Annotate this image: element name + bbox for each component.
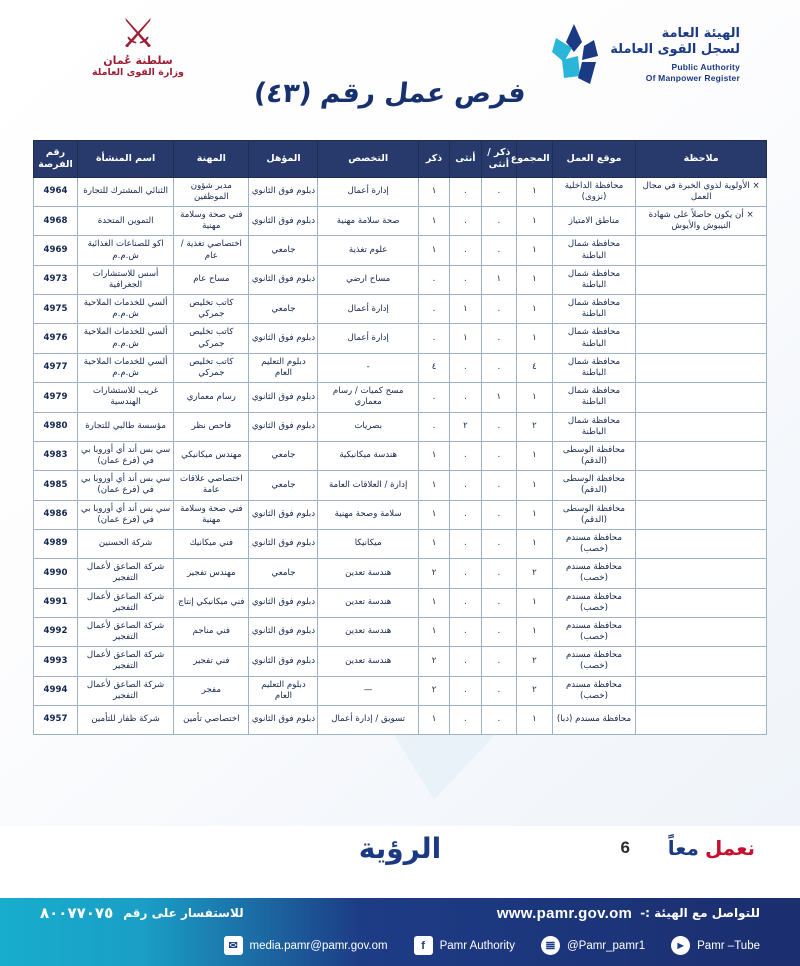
footer-upper — [0, 826, 800, 898]
cell-job: اختصاصي تغذية / عام — [174, 236, 249, 265]
cell-specialty: إدارة أعمال — [318, 295, 418, 324]
cell-job: فني ميكانيك — [174, 529, 249, 558]
cell-establishment: شركة الصاعق لأعمال التفجير — [78, 559, 174, 588]
cell-qualification: جامعي — [249, 236, 318, 265]
cell-male: ٢ — [418, 647, 449, 676]
cell-male-female: . — [481, 676, 517, 705]
cell-note — [636, 383, 767, 412]
table-row — [34, 236, 767, 265]
cell-specialty: هندسة تعدين — [318, 647, 418, 676]
cell-male: . — [418, 383, 449, 412]
cell-job: فني صحة وسلامة مهنية — [174, 207, 249, 236]
emblem-line1: سلطنة عُمان — [103, 54, 173, 67]
cell-male: ٢ — [418, 676, 449, 705]
cell-male: ١ — [418, 441, 449, 470]
cell-total: ١ — [517, 529, 553, 558]
cell-specialty: بصريات — [318, 412, 418, 441]
cell-total: ١ — [517, 617, 553, 646]
authority-name-line1: الهيئة العامة — [661, 26, 740, 42]
cell-establishment: ألسي للخدمات الملاحية ش.م.م — [78, 295, 174, 324]
table-row — [34, 324, 767, 353]
cell-note — [636, 412, 767, 441]
cell-job: مساح عام — [174, 265, 249, 294]
cell-job: فني صحة وسلامة مهنية — [174, 500, 249, 529]
cell-male-female: . — [481, 353, 517, 382]
cell-qualification: جامعي — [249, 441, 318, 470]
cell-establishment: سي بس أند أي أوروبا بي في (فرع عمان) — [78, 471, 174, 500]
col-male: ذكر — [418, 141, 449, 178]
table-row — [34, 617, 767, 646]
cell-female: . — [450, 500, 481, 529]
cell-note — [636, 559, 767, 588]
cell-establishment: اكو للصناعات الغذائية ش.م.م — [78, 236, 174, 265]
cell-location: محافظة مسندم (خصب) — [552, 529, 636, 558]
table-row — [34, 383, 767, 412]
footer-row-website — [0, 904, 800, 922]
cell-establishment: شركة الصاعق لأعمال التفجير — [78, 588, 174, 617]
table-row — [34, 295, 767, 324]
cell-female: ١ — [450, 295, 481, 324]
cell-location: مناطق الامتياز — [552, 207, 636, 236]
facebook-icon: f — [414, 936, 433, 955]
twitter-item[interactable] — [541, 936, 645, 955]
cell-total: ١ — [517, 441, 553, 470]
table-row — [34, 676, 767, 705]
cell-job: مهندس ميكانيكي — [174, 441, 249, 470]
cell-male: ١ — [418, 500, 449, 529]
cell-job: مهندس تفجير — [174, 559, 249, 588]
table-row — [34, 207, 767, 236]
cell-qualification: دبلوم فوق الثانوي — [249, 265, 318, 294]
cell-location: محافظة شمال الباطنة — [552, 295, 636, 324]
cell-male: . — [418, 412, 449, 441]
cell-establishment: أسس للاستشارات الجغرافية — [78, 265, 174, 294]
cell-location: محافظة مسندم (دبا) — [552, 705, 636, 734]
cell-note — [636, 676, 767, 705]
authority-name-en-line2: Of Manpower Register — [645, 72, 740, 83]
cell-location: محافظة شمال الباطنة — [552, 353, 636, 382]
cell-location: محافظة شمال الباطنة — [552, 383, 636, 412]
cell-male: ١ — [418, 236, 449, 265]
table-row — [34, 559, 767, 588]
cell-opportunity-id: 4990 — [34, 559, 78, 588]
footer-row-social — [0, 936, 800, 955]
cell-location: محافظة الوسطى (الدقم) — [552, 471, 636, 500]
cell-qualification: دبلوم التعليم العام — [249, 353, 318, 382]
cell-male-female: . — [481, 177, 517, 206]
cell-total: ١ — [517, 295, 553, 324]
cell-specialty: إدارة / العلاقات العامة — [318, 471, 418, 500]
cell-male: ٤ — [418, 353, 449, 382]
cell-male-female: . — [481, 529, 517, 558]
col-opportunity-id: رقم الفرصة — [34, 141, 78, 178]
table-row — [34, 471, 767, 500]
cell-job: مفجر — [174, 676, 249, 705]
page-number: 6 — [620, 838, 630, 857]
cell-note — [636, 471, 767, 500]
authority-logo — [548, 22, 740, 88]
cell-note — [636, 588, 767, 617]
cell-male: ١ — [418, 617, 449, 646]
cell-qualification: دبلوم فوق الثانوي — [249, 412, 318, 441]
cell-location: محافظة شمال الباطنة — [552, 265, 636, 294]
col-specialty: التخصص — [318, 141, 418, 178]
jobs-table-container — [33, 140, 767, 735]
maan-word2: نعمل — [704, 836, 755, 860]
cell-specialty: تسويق / إدارة أعمال — [318, 705, 418, 734]
page-title — [210, 78, 570, 109]
cell-location: محافظة الوسطى (الدقم) — [552, 500, 636, 529]
cell-specialty: - — [318, 353, 418, 382]
cell-male: ١ — [418, 588, 449, 617]
cell-total: ٤ — [517, 353, 553, 382]
cell-female: . — [450, 265, 481, 294]
email-item[interactable] — [224, 936, 388, 955]
cell-job: اختصاصي تأمين — [174, 705, 249, 734]
cell-total: ١ — [517, 324, 553, 353]
table-row — [34, 441, 767, 470]
cell-opportunity-id: 4989 — [34, 529, 78, 558]
cell-total: ١ — [517, 500, 553, 529]
cell-total: ١ — [517, 588, 553, 617]
cell-opportunity-id: 4983 — [34, 441, 78, 470]
vision-title: الرؤية — [358, 832, 442, 865]
youtube-label: Pamr –Tube — [697, 939, 760, 952]
cell-total: ٢ — [517, 412, 553, 441]
cell-establishment: شركة الصاعق لأعمال التفجير — [78, 676, 174, 705]
cell-note: × أن يكون حاصلاً على شهادة النيبوش والأيوش — [636, 207, 767, 236]
cell-location: محافظة شمال الباطنة — [552, 412, 636, 441]
cell-male-female: . — [481, 295, 517, 324]
cell-establishment: شركة ظفار للتأمين — [78, 705, 174, 734]
cell-total: ٢ — [517, 647, 553, 676]
col-qualification: المؤهل — [249, 141, 318, 178]
cell-total: ١ — [517, 471, 553, 500]
cell-job: اختصاصي علاقات عامة — [174, 471, 249, 500]
cell-location: محافظة مسندم (خصب) — [552, 647, 636, 676]
cell-establishment: التموين المتحدة — [78, 207, 174, 236]
cell-location: محافظة الداخلية (نزوى) — [552, 177, 636, 206]
cell-establishment: غريب للاستشارات الهندسية — [78, 383, 174, 412]
cell-specialty: صحة سلامة مهنية — [318, 207, 418, 236]
cell-specialty: هندسة تعدين — [318, 617, 418, 646]
cell-opportunity-id: 4985 — [34, 471, 78, 500]
cell-note — [636, 647, 767, 676]
cell-opportunity-id: 4980 — [34, 412, 78, 441]
cell-qualification: جامعي — [249, 559, 318, 588]
cell-qualification: دبلوم فوق الثانوي — [249, 383, 318, 412]
cell-male-female: . — [481, 207, 517, 236]
cell-note — [636, 353, 767, 382]
emblem-line2: وزارة القوى العاملة — [92, 67, 184, 78]
twitter-icon: 𝌆 — [541, 936, 560, 955]
cell-opportunity-id: 4977 — [34, 353, 78, 382]
cell-job: فني تفجير — [174, 647, 249, 676]
footer-contact-bar — [0, 898, 800, 966]
cell-establishment: ألسي للخدمات الملاحية ش.م.م — [78, 353, 174, 382]
cell-qualification: دبلوم فوق الثانوي — [249, 617, 318, 646]
cell-job: كاتب تخليص جمركي — [174, 324, 249, 353]
cell-male-female: . — [481, 471, 517, 500]
table-row — [34, 529, 767, 558]
inquiry-label: للاستفسار على رقم — [123, 906, 244, 920]
cell-female: . — [450, 177, 481, 206]
cell-qualification: جامعي — [249, 295, 318, 324]
document-header — [0, 0, 800, 128]
col-location: موقع العمل — [552, 141, 636, 178]
cell-total: ٢ — [517, 559, 553, 588]
col-total: المجموع — [517, 141, 553, 178]
cell-specialty: — — [318, 676, 418, 705]
cell-male: ١ — [418, 471, 449, 500]
cell-total: ١ — [517, 265, 553, 294]
facebook-item[interactable] — [414, 936, 515, 955]
cell-male: . — [418, 324, 449, 353]
cell-establishment: مؤسسة طالبي للتجارة — [78, 412, 174, 441]
cell-female: . — [450, 559, 481, 588]
cell-qualification: جامعي — [249, 471, 318, 500]
cell-opportunity-id: 4994 — [34, 676, 78, 705]
cell-male-female: . — [481, 617, 517, 646]
cell-opportunity-id: 4957 — [34, 705, 78, 734]
cell-total: ١ — [517, 705, 553, 734]
cell-female: . — [450, 236, 481, 265]
cell-establishment: سي بس أند أي أوروبا بي في (فرع عمان) — [78, 441, 174, 470]
authority-logo-text — [610, 26, 740, 84]
cell-note — [636, 236, 767, 265]
cell-total: ١ — [517, 177, 553, 206]
cell-note — [636, 705, 767, 734]
authority-name-en — [610, 62, 740, 84]
cell-total: ٢ — [517, 676, 553, 705]
table-row — [34, 265, 767, 294]
cell-note — [636, 617, 767, 646]
jobs-table-body — [34, 177, 767, 734]
cell-establishment: ألسي للخدمات الملاحية ش.م.م — [78, 324, 174, 353]
cell-specialty: إدارة أعمال — [318, 177, 418, 206]
cell-specialty: هندسة ميكانيكية — [318, 441, 418, 470]
cell-job: فني ميكانيكي إنتاج — [174, 588, 249, 617]
cell-opportunity-id: 4986 — [34, 500, 78, 529]
youtube-icon: ► — [671, 936, 690, 955]
cell-female: . — [450, 471, 481, 500]
cell-female: . — [450, 529, 481, 558]
cell-note — [636, 529, 767, 558]
cell-opportunity-id: 4992 — [34, 617, 78, 646]
national-emblem — [78, 14, 198, 78]
col-establishment: اسم المنشأة — [78, 141, 174, 178]
table-row — [34, 353, 767, 382]
cell-note: × الأولوية لذوي الخبرة في مجال العمل — [636, 177, 767, 206]
cell-specialty: إدارة أعمال — [318, 324, 418, 353]
cell-female: . — [450, 353, 481, 382]
cell-male-female: . — [481, 324, 517, 353]
website-link[interactable]: www.pamr.gov.om — [496, 904, 633, 922]
cell-male-female: . — [481, 588, 517, 617]
facebook-label: Pamr Authority — [439, 939, 515, 952]
cell-qualification: دبلوم فوق الثانوي — [249, 705, 318, 734]
cell-specialty: مساح ارضي — [318, 265, 418, 294]
col-note: ملاحظة — [636, 141, 767, 178]
cell-female: . — [450, 207, 481, 236]
contact-label: للتواصل مع الهيئة :- — [640, 906, 760, 920]
cell-job: فاحص نظر — [174, 412, 249, 441]
cell-female: . — [450, 588, 481, 617]
cell-note — [636, 500, 767, 529]
table-header-row — [34, 141, 767, 178]
cell-male: ١ — [418, 705, 449, 734]
cell-location: محافظة مسندم (خصب) — [552, 559, 636, 588]
col-male-female: ذكر / أنثى — [481, 141, 517, 178]
cell-note — [636, 295, 767, 324]
cell-male: ١ — [418, 177, 449, 206]
cell-location: محافظة مسندم (خصب) — [552, 588, 636, 617]
col-female: أنثى — [450, 141, 481, 178]
cell-job: مدير شؤون الموظفين — [174, 177, 249, 206]
cell-note — [636, 324, 767, 353]
cell-note — [636, 441, 767, 470]
table-row — [34, 177, 767, 206]
cell-specialty: هندسة تعدين — [318, 559, 418, 588]
cell-female: . — [450, 705, 481, 734]
cell-male-female: ١ — [481, 383, 517, 412]
cell-location: محافظة شمال الباطنة — [552, 236, 636, 265]
twitter-label: @Pamr_pamr1 — [566, 939, 646, 952]
cell-opportunity-id: 4991 — [34, 588, 78, 617]
cell-male-female: . — [481, 500, 517, 529]
cell-opportunity-id: 4976 — [34, 324, 78, 353]
youtube-item[interactable] — [671, 936, 760, 955]
cell-opportunity-id: 4968 — [34, 207, 78, 236]
col-job: المهنة — [174, 141, 249, 178]
email-label: media.pamr@pamr.gov.om — [249, 939, 388, 952]
cell-male: . — [418, 295, 449, 324]
jobs-table — [33, 140, 767, 735]
cell-male: . — [418, 265, 449, 294]
cell-female: . — [450, 676, 481, 705]
cell-qualification: دبلوم فوق الثانوي — [249, 529, 318, 558]
maan-word1: معاً — [667, 836, 699, 860]
cell-job: فني مناجم — [174, 617, 249, 646]
cell-job: رسام معماري — [174, 383, 249, 412]
cell-male-female: . — [481, 705, 517, 734]
cell-male-female: . — [481, 647, 517, 676]
cell-qualification: دبلوم فوق الثانوي — [249, 500, 318, 529]
cell-qualification: دبلوم فوق الثانوي — [249, 324, 318, 353]
cell-qualification: دبلوم فوق الثانوي — [249, 177, 318, 206]
cell-male-female: . — [481, 441, 517, 470]
cell-male-female: . — [481, 412, 517, 441]
cell-female: . — [450, 647, 481, 676]
table-row — [34, 412, 767, 441]
cell-specialty: سلامة وصحة مهنية — [318, 500, 418, 529]
cell-female: . — [450, 383, 481, 412]
cell-opportunity-id: 4973 — [34, 265, 78, 294]
cell-male: ٢ — [418, 559, 449, 588]
document-footer — [0, 826, 800, 966]
cell-male: ١ — [418, 529, 449, 558]
cell-opportunity-id: 4964 — [34, 177, 78, 206]
cell-location: محافظة شمال الباطنة — [552, 324, 636, 353]
cell-establishment: الثنائي المشترك للتجارة — [78, 177, 174, 206]
cell-male-female: . — [481, 236, 517, 265]
khanjar-swords-icon: ⚔ — [120, 12, 156, 56]
cell-establishment: شركة الصاعق لأعمال التفجير — [78, 617, 174, 646]
inquiry-block — [40, 904, 244, 922]
table-row — [34, 500, 767, 529]
cell-female: ١ — [450, 324, 481, 353]
cell-location: محافظة مسندم (خصب) — [552, 617, 636, 646]
authority-name-line2: لسجل القوى العاملة — [610, 42, 740, 58]
cell-female: . — [450, 617, 481, 646]
cell-total: ١ — [517, 207, 553, 236]
cell-opportunity-id: 4975 — [34, 295, 78, 324]
cell-establishment: سي بس أند أي أوروبا بي في (فرع عمان) — [78, 500, 174, 529]
inquiry-phone: ٨٠٠٧٧٠٧٥ — [40, 904, 114, 922]
cell-note — [636, 265, 767, 294]
cell-female: ٢ — [450, 412, 481, 441]
cell-opportunity-id: 4979 — [34, 383, 78, 412]
cell-male: ١ — [418, 207, 449, 236]
cell-qualification: دبلوم التعليم العام — [249, 676, 318, 705]
cell-qualification: دبلوم فوق الثانوي — [249, 588, 318, 617]
cell-male-female: . — [481, 559, 517, 588]
envelope-icon: ✉ — [224, 936, 243, 955]
table-row — [34, 705, 767, 734]
cell-establishment: شركة الصاعق لأعمال التفجير — [78, 647, 174, 676]
cell-specialty: هندسة تعدين — [318, 588, 418, 617]
cell-qualification: دبلوم فوق الثانوي — [249, 647, 318, 676]
table-row — [34, 647, 767, 676]
cell-opportunity-id: 4993 — [34, 647, 78, 676]
jobs-table-head — [34, 141, 767, 178]
cell-establishment: شركة الحسنين — [78, 529, 174, 558]
cell-opportunity-id: 4969 — [34, 236, 78, 265]
cell-location: محافظة الوسطى (الدقم) — [552, 441, 636, 470]
cell-female: . — [450, 441, 481, 470]
cell-total: ١ — [517, 383, 553, 412]
cell-specialty: ميكانيكا — [318, 529, 418, 558]
cell-location: محافظة مسندم (خصب) — [552, 676, 636, 705]
page-title-text: فرص عمل رقم (٤٣) — [252, 78, 528, 109]
cell-male-female: ١ — [481, 265, 517, 294]
cell-specialty: مسح كميات / رسام معماري — [318, 383, 418, 412]
authority-name-en-line1: Public Authority — [671, 61, 740, 72]
cell-job: كاتب تخليص جمركي — [174, 295, 249, 324]
cell-total: ١ — [517, 236, 553, 265]
cell-specialty: علوم تغذية — [318, 236, 418, 265]
cell-qualification: دبلوم فوق الثانوي — [249, 207, 318, 236]
cell-job: كاتب تخليص جمركي — [174, 353, 249, 382]
table-row — [34, 588, 767, 617]
